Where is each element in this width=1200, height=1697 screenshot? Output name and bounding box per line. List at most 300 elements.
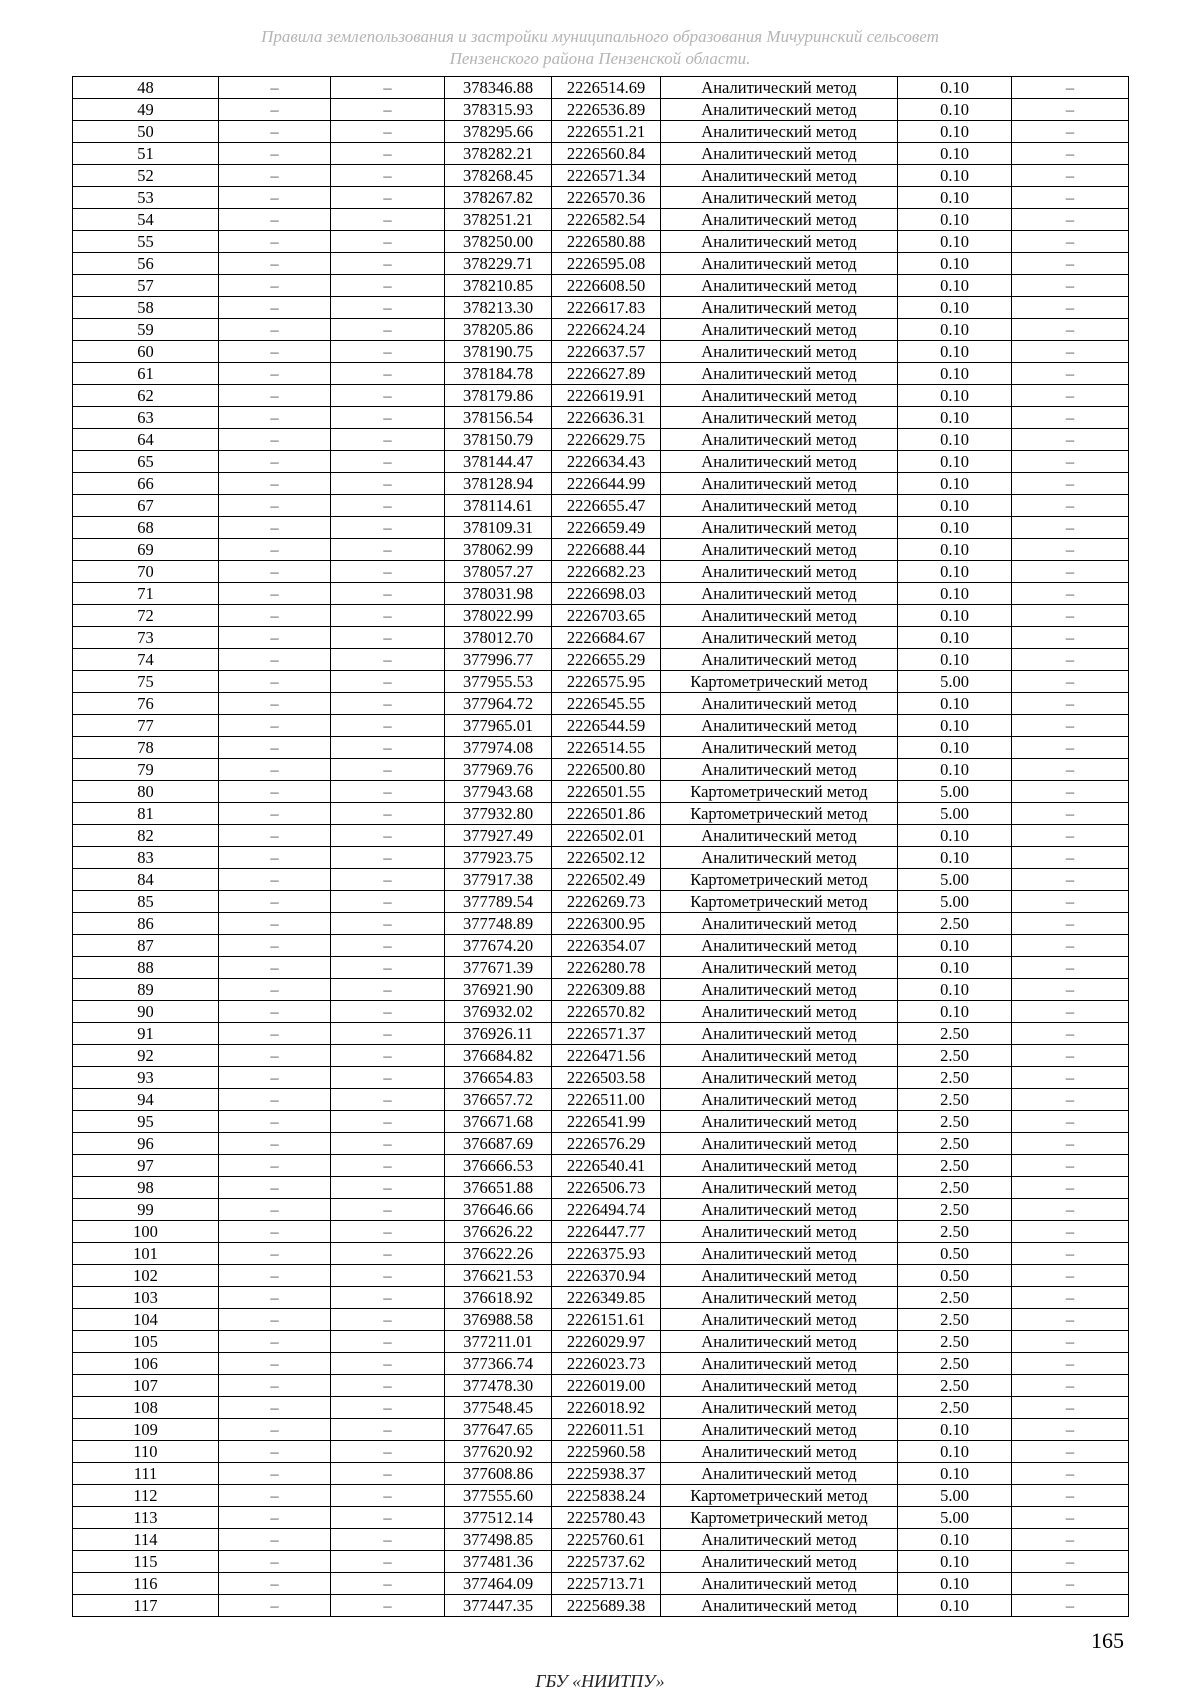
cell-y-coordinate: 2226580.88 — [552, 231, 661, 253]
cell-y-coordinate: 2226655.47 — [552, 495, 661, 517]
cell-y-coordinate: 2226544.59 — [552, 715, 661, 737]
cell-point-number: 49 — [73, 99, 219, 121]
cell-method: Аналитический метод — [661, 165, 898, 187]
table-row — [73, 143, 1129, 165]
cell-y-coordinate: 2225838.24 — [552, 1485, 661, 1507]
table-row — [73, 451, 1129, 473]
table-row — [73, 781, 1129, 803]
cell-col-8: – — [1012, 1375, 1129, 1397]
cell-col-8: – — [1012, 693, 1129, 715]
table-row — [73, 297, 1129, 319]
cell-col-2: – — [219, 121, 331, 143]
cell-accuracy: 0.10 — [898, 1529, 1012, 1551]
cell-accuracy: 5.00 — [898, 781, 1012, 803]
cell-col-8: – — [1012, 1331, 1129, 1353]
cell-x-coordinate: 376651.88 — [445, 1177, 552, 1199]
cell-col-8: – — [1012, 1573, 1129, 1595]
cell-method: Аналитический метод — [661, 825, 898, 847]
cell-method: Аналитический метод — [661, 1265, 898, 1287]
cell-y-coordinate: 2226500.80 — [552, 759, 661, 781]
cell-x-coordinate: 377943.68 — [445, 781, 552, 803]
cell-method: Аналитический метод — [661, 99, 898, 121]
cell-accuracy: 5.00 — [898, 869, 1012, 891]
cell-x-coordinate: 378250.00 — [445, 231, 552, 253]
cell-point-number: 109 — [73, 1419, 219, 1441]
cell-col-8: – — [1012, 957, 1129, 979]
cell-col-3: – — [331, 1529, 445, 1551]
cell-x-coordinate: 377955.53 — [445, 671, 552, 693]
cell-accuracy: 0.10 — [898, 517, 1012, 539]
cell-point-number: 86 — [73, 913, 219, 935]
cell-col-2: – — [219, 1595, 331, 1617]
cell-y-coordinate: 2226684.67 — [552, 627, 661, 649]
cell-col-2: – — [219, 319, 331, 341]
cell-method: Аналитический метод — [661, 1419, 898, 1441]
cell-col-8: – — [1012, 1221, 1129, 1243]
cell-col-2: – — [219, 1463, 331, 1485]
cell-x-coordinate: 377932.80 — [445, 803, 552, 825]
cell-method: Аналитический метод — [661, 1221, 898, 1243]
cell-col-3: – — [331, 825, 445, 847]
cell-method: Аналитический метод — [661, 1375, 898, 1397]
cell-x-coordinate: 377481.36 — [445, 1551, 552, 1573]
cell-col-8: – — [1012, 869, 1129, 891]
cell-accuracy: 5.00 — [898, 1507, 1012, 1529]
table-row — [73, 715, 1129, 737]
cell-method: Аналитический метод — [661, 385, 898, 407]
cell-y-coordinate: 2225713.71 — [552, 1573, 661, 1595]
cell-col-3: – — [331, 473, 445, 495]
cell-point-number: 79 — [73, 759, 219, 781]
cell-col-2: – — [219, 1023, 331, 1045]
cell-col-3: – — [331, 1573, 445, 1595]
cell-point-number: 58 — [73, 297, 219, 319]
cell-point-number: 76 — [73, 693, 219, 715]
table-row — [73, 1155, 1129, 1177]
cell-col-2: – — [219, 495, 331, 517]
cell-x-coordinate: 378210.85 — [445, 275, 552, 297]
cell-method: Аналитический метод — [661, 561, 898, 583]
cell-accuracy: 2.50 — [898, 1331, 1012, 1353]
cell-method: Аналитический метод — [661, 1089, 898, 1111]
cell-col-3: – — [331, 1463, 445, 1485]
cell-y-coordinate: 2226019.00 — [552, 1375, 661, 1397]
cell-y-coordinate: 2226595.08 — [552, 253, 661, 275]
cell-col-8: – — [1012, 275, 1129, 297]
cell-method: Аналитический метод — [661, 209, 898, 231]
cell-point-number: 107 — [73, 1375, 219, 1397]
cell-point-number: 98 — [73, 1177, 219, 1199]
cell-x-coordinate: 378282.21 — [445, 143, 552, 165]
cell-col-3: – — [331, 1331, 445, 1353]
cell-col-8: – — [1012, 209, 1129, 231]
cell-accuracy: 0.10 — [898, 297, 1012, 319]
cell-point-number: 80 — [73, 781, 219, 803]
cell-col-3: – — [331, 693, 445, 715]
table-row — [73, 319, 1129, 341]
cell-method: Аналитический метод — [661, 231, 898, 253]
cell-col-2: – — [219, 407, 331, 429]
cell-accuracy: 0.10 — [898, 121, 1012, 143]
cell-accuracy: 0.10 — [898, 825, 1012, 847]
cell-method: Аналитический метод — [661, 1111, 898, 1133]
table-row — [73, 231, 1129, 253]
cell-col-2: – — [219, 869, 331, 891]
table-row — [73, 825, 1129, 847]
cell-col-3: – — [331, 297, 445, 319]
cell-y-coordinate: 2226023.73 — [552, 1353, 661, 1375]
cell-point-number: 115 — [73, 1551, 219, 1573]
table-row — [73, 429, 1129, 451]
table-row — [73, 957, 1129, 979]
table-row — [73, 1529, 1129, 1551]
cell-point-number: 78 — [73, 737, 219, 759]
cell-col-8: – — [1012, 1287, 1129, 1309]
cell-col-8: – — [1012, 77, 1129, 99]
table-row — [73, 253, 1129, 275]
cell-col-3: – — [331, 1221, 445, 1243]
cell-accuracy: 2.50 — [898, 1155, 1012, 1177]
cell-x-coordinate: 376988.58 — [445, 1309, 552, 1331]
cell-col-3: – — [331, 847, 445, 869]
cell-accuracy: 0.10 — [898, 979, 1012, 1001]
cell-method: Аналитический метод — [661, 913, 898, 935]
cell-accuracy: 2.50 — [898, 1287, 1012, 1309]
cell-x-coordinate: 376687.69 — [445, 1133, 552, 1155]
cell-col-3: – — [331, 121, 445, 143]
cell-accuracy: 0.10 — [898, 99, 1012, 121]
cell-col-8: – — [1012, 1023, 1129, 1045]
cell-point-number: 59 — [73, 319, 219, 341]
cell-col-8: – — [1012, 1243, 1129, 1265]
cell-x-coordinate: 377211.01 — [445, 1331, 552, 1353]
cell-point-number: 84 — [73, 869, 219, 891]
cell-col-3: – — [331, 1485, 445, 1507]
cell-col-8: – — [1012, 847, 1129, 869]
cell-col-3: – — [331, 253, 445, 275]
cell-col-8: – — [1012, 561, 1129, 583]
cell-accuracy: 0.10 — [898, 77, 1012, 99]
table-row — [73, 77, 1129, 99]
table-row — [73, 627, 1129, 649]
cell-point-number: 54 — [73, 209, 219, 231]
table-row — [73, 473, 1129, 495]
cell-x-coordinate: 378205.86 — [445, 319, 552, 341]
cell-col-2: – — [219, 77, 331, 99]
cell-accuracy: 0.10 — [898, 561, 1012, 583]
cell-col-2: – — [219, 99, 331, 121]
cell-method: Аналитический метод — [661, 319, 898, 341]
cell-x-coordinate: 377608.86 — [445, 1463, 552, 1485]
table-row — [73, 1287, 1129, 1309]
cell-col-3: – — [331, 1001, 445, 1023]
cell-col-2: – — [219, 759, 331, 781]
cell-col-8: – — [1012, 429, 1129, 451]
cell-col-3: – — [331, 1155, 445, 1177]
cell-method: Аналитический метод — [661, 187, 898, 209]
cell-col-3: – — [331, 935, 445, 957]
cell-point-number: 105 — [73, 1331, 219, 1353]
cell-col-8: – — [1012, 187, 1129, 209]
cell-col-3: – — [331, 1243, 445, 1265]
cell-col-3: – — [331, 979, 445, 1001]
cell-accuracy: 2.50 — [898, 1375, 1012, 1397]
cell-accuracy: 0.10 — [898, 847, 1012, 869]
cell-point-number: 48 — [73, 77, 219, 99]
cell-point-number: 70 — [73, 561, 219, 583]
cell-method: Аналитический метод — [661, 429, 898, 451]
cell-x-coordinate: 378144.47 — [445, 451, 552, 473]
cell-method: Аналитический метод — [661, 605, 898, 627]
cell-x-coordinate: 376657.72 — [445, 1089, 552, 1111]
cell-point-number: 97 — [73, 1155, 219, 1177]
cell-accuracy: 0.50 — [898, 1243, 1012, 1265]
cell-col-2: – — [219, 165, 331, 187]
cell-col-2: – — [219, 451, 331, 473]
cell-accuracy: 2.50 — [898, 1067, 1012, 1089]
table-row — [73, 1507, 1129, 1529]
cell-method: Аналитический метод — [661, 253, 898, 275]
cell-x-coordinate: 377789.54 — [445, 891, 552, 913]
cell-y-coordinate: 2226627.89 — [552, 363, 661, 385]
table-row — [73, 1067, 1129, 1089]
table-row — [73, 1265, 1129, 1287]
cell-col-2: – — [219, 275, 331, 297]
cell-col-3: – — [331, 649, 445, 671]
cell-x-coordinate: 378114.61 — [445, 495, 552, 517]
cell-col-2: – — [219, 1199, 331, 1221]
cell-method: Аналитический метод — [661, 539, 898, 561]
cell-y-coordinate: 2226541.99 — [552, 1111, 661, 1133]
cell-y-coordinate: 2225960.58 — [552, 1441, 661, 1463]
cell-accuracy: 0.10 — [898, 1573, 1012, 1595]
cell-col-2: – — [219, 1441, 331, 1463]
cell-col-8: – — [1012, 363, 1129, 385]
cell-x-coordinate: 377366.74 — [445, 1353, 552, 1375]
cell-accuracy: 2.50 — [898, 1309, 1012, 1331]
cell-point-number: 63 — [73, 407, 219, 429]
table-row — [73, 913, 1129, 935]
table-row — [73, 891, 1129, 913]
cell-y-coordinate: 2225938.37 — [552, 1463, 661, 1485]
cell-point-number: 92 — [73, 1045, 219, 1067]
table-row — [73, 187, 1129, 209]
cell-accuracy: 0.10 — [898, 341, 1012, 363]
cell-y-coordinate: 2226502.12 — [552, 847, 661, 869]
cell-col-8: – — [1012, 495, 1129, 517]
cell-accuracy: 0.10 — [898, 715, 1012, 737]
table-row — [73, 1485, 1129, 1507]
cell-col-3: – — [331, 1551, 445, 1573]
cell-accuracy: 2.50 — [898, 1111, 1012, 1133]
cell-accuracy: 0.10 — [898, 429, 1012, 451]
cell-col-2: – — [219, 1001, 331, 1023]
cell-y-coordinate: 2226309.88 — [552, 979, 661, 1001]
cell-col-2: – — [219, 913, 331, 935]
table-row — [73, 275, 1129, 297]
cell-method: Аналитический метод — [661, 957, 898, 979]
cell-col-3: – — [331, 913, 445, 935]
cell-accuracy: 2.50 — [898, 1177, 1012, 1199]
cell-col-3: – — [331, 407, 445, 429]
cell-x-coordinate: 376671.68 — [445, 1111, 552, 1133]
cell-point-number: 56 — [73, 253, 219, 275]
cell-accuracy: 0.10 — [898, 935, 1012, 957]
table-row — [73, 1331, 1129, 1353]
cell-col-3: – — [331, 495, 445, 517]
cell-col-8: – — [1012, 473, 1129, 495]
cell-x-coordinate: 378057.27 — [445, 561, 552, 583]
cell-x-coordinate: 376622.26 — [445, 1243, 552, 1265]
cell-y-coordinate: 2226571.34 — [552, 165, 661, 187]
cell-point-number: 103 — [73, 1287, 219, 1309]
cell-col-8: – — [1012, 1309, 1129, 1331]
table-row — [73, 1551, 1129, 1573]
cell-method: Аналитический метод — [661, 1287, 898, 1309]
table-row — [73, 1463, 1129, 1485]
cell-x-coordinate: 376926.11 — [445, 1023, 552, 1045]
cell-col-2: – — [219, 209, 331, 231]
cell-y-coordinate: 2226011.51 — [552, 1419, 661, 1441]
cell-col-2: – — [219, 1309, 331, 1331]
cell-col-8: – — [1012, 671, 1129, 693]
cell-point-number: 102 — [73, 1265, 219, 1287]
cell-col-8: – — [1012, 1265, 1129, 1287]
cell-point-number: 89 — [73, 979, 219, 1001]
cell-col-3: – — [331, 781, 445, 803]
cell-method: Аналитический метод — [661, 1463, 898, 1485]
cell-col-3: – — [331, 209, 445, 231]
cell-col-8: – — [1012, 781, 1129, 803]
cell-point-number: 64 — [73, 429, 219, 451]
cell-col-2: – — [219, 957, 331, 979]
cell-x-coordinate: 378179.86 — [445, 385, 552, 407]
cell-x-coordinate: 377447.35 — [445, 1595, 552, 1617]
cell-col-3: – — [331, 1309, 445, 1331]
cell-x-coordinate: 378251.21 — [445, 209, 552, 231]
table-row — [73, 605, 1129, 627]
cell-col-3: – — [331, 1375, 445, 1397]
table-row — [73, 407, 1129, 429]
cell-accuracy: 0.10 — [898, 319, 1012, 341]
cell-accuracy: 0.50 — [898, 1265, 1012, 1287]
cell-y-coordinate: 2226354.07 — [552, 935, 661, 957]
cell-accuracy: 0.10 — [898, 605, 1012, 627]
table-row — [73, 1573, 1129, 1595]
cell-col-8: – — [1012, 1397, 1129, 1419]
cell-x-coordinate: 377548.45 — [445, 1397, 552, 1419]
cell-col-8: – — [1012, 143, 1129, 165]
cell-method: Аналитический метод — [661, 1309, 898, 1331]
cell-point-number: 52 — [73, 165, 219, 187]
table-row — [73, 165, 1129, 187]
cell-col-3: – — [331, 1023, 445, 1045]
cell-y-coordinate: 2226375.93 — [552, 1243, 661, 1265]
cell-col-3: – — [331, 1353, 445, 1375]
cell-y-coordinate: 2226151.61 — [552, 1309, 661, 1331]
cell-col-3: – — [331, 957, 445, 979]
cell-col-2: – — [219, 935, 331, 957]
cell-x-coordinate: 378295.66 — [445, 121, 552, 143]
cell-method: Аналитический метод — [661, 297, 898, 319]
cell-y-coordinate: 2226698.03 — [552, 583, 661, 605]
cell-x-coordinate: 377964.72 — [445, 693, 552, 715]
cell-col-2: – — [219, 1573, 331, 1595]
cell-point-number: 117 — [73, 1595, 219, 1617]
cell-point-number: 60 — [73, 341, 219, 363]
cell-x-coordinate: 377620.92 — [445, 1441, 552, 1463]
cell-x-coordinate: 378190.75 — [445, 341, 552, 363]
cell-col-2: – — [219, 1353, 331, 1375]
cell-accuracy: 0.10 — [898, 407, 1012, 429]
cell-col-2: – — [219, 1397, 331, 1419]
cell-x-coordinate: 378267.82 — [445, 187, 552, 209]
cell-col-3: – — [331, 1397, 445, 1419]
table-row — [73, 209, 1129, 231]
cell-accuracy: 0.10 — [898, 1463, 1012, 1485]
cell-method: Аналитический метод — [661, 121, 898, 143]
cell-point-number: 85 — [73, 891, 219, 913]
cell-method: Аналитический метод — [661, 627, 898, 649]
cell-col-2: – — [219, 561, 331, 583]
cell-col-3: – — [331, 803, 445, 825]
cell-col-3: – — [331, 341, 445, 363]
cell-accuracy: 0.10 — [898, 187, 1012, 209]
cell-col-2: – — [219, 253, 331, 275]
cell-point-number: 51 — [73, 143, 219, 165]
cell-col-2: – — [219, 143, 331, 165]
cell-accuracy: 0.10 — [898, 275, 1012, 297]
table-row — [73, 1397, 1129, 1419]
cell-point-number: 110 — [73, 1441, 219, 1463]
cell-x-coordinate: 377671.39 — [445, 957, 552, 979]
cell-col-8: – — [1012, 99, 1129, 121]
table-row — [73, 363, 1129, 385]
cell-col-3: – — [331, 869, 445, 891]
cell-col-2: – — [219, 803, 331, 825]
coordinates-table — [72, 76, 1129, 1617]
cell-method: Картометрический метод — [661, 803, 898, 825]
cell-y-coordinate: 2226619.91 — [552, 385, 661, 407]
cell-y-coordinate: 2226501.55 — [552, 781, 661, 803]
cell-col-3: – — [331, 1177, 445, 1199]
cell-col-2: – — [219, 847, 331, 869]
cell-method: Аналитический метод — [661, 451, 898, 473]
table-row — [73, 649, 1129, 671]
cell-col-3: – — [331, 99, 445, 121]
table-row — [73, 803, 1129, 825]
cell-col-8: – — [1012, 935, 1129, 957]
cell-method: Аналитический метод — [661, 143, 898, 165]
cell-method: Аналитический метод — [661, 583, 898, 605]
cell-method: Аналитический метод — [661, 1199, 898, 1221]
cell-col-3: – — [331, 165, 445, 187]
cell-x-coordinate: 376684.82 — [445, 1045, 552, 1067]
cell-col-2: – — [219, 539, 331, 561]
cell-col-2: – — [219, 605, 331, 627]
cell-x-coordinate: 377464.09 — [445, 1573, 552, 1595]
table-row — [73, 671, 1129, 693]
cell-x-coordinate: 378229.71 — [445, 253, 552, 275]
table-row — [73, 1353, 1129, 1375]
cell-col-8: – — [1012, 1177, 1129, 1199]
cell-col-2: – — [219, 825, 331, 847]
cell-accuracy: 0.10 — [898, 759, 1012, 781]
cell-col-2: – — [219, 363, 331, 385]
cell-col-8: – — [1012, 1353, 1129, 1375]
table-row — [73, 1375, 1129, 1397]
cell-y-coordinate: 2226029.97 — [552, 1331, 661, 1353]
